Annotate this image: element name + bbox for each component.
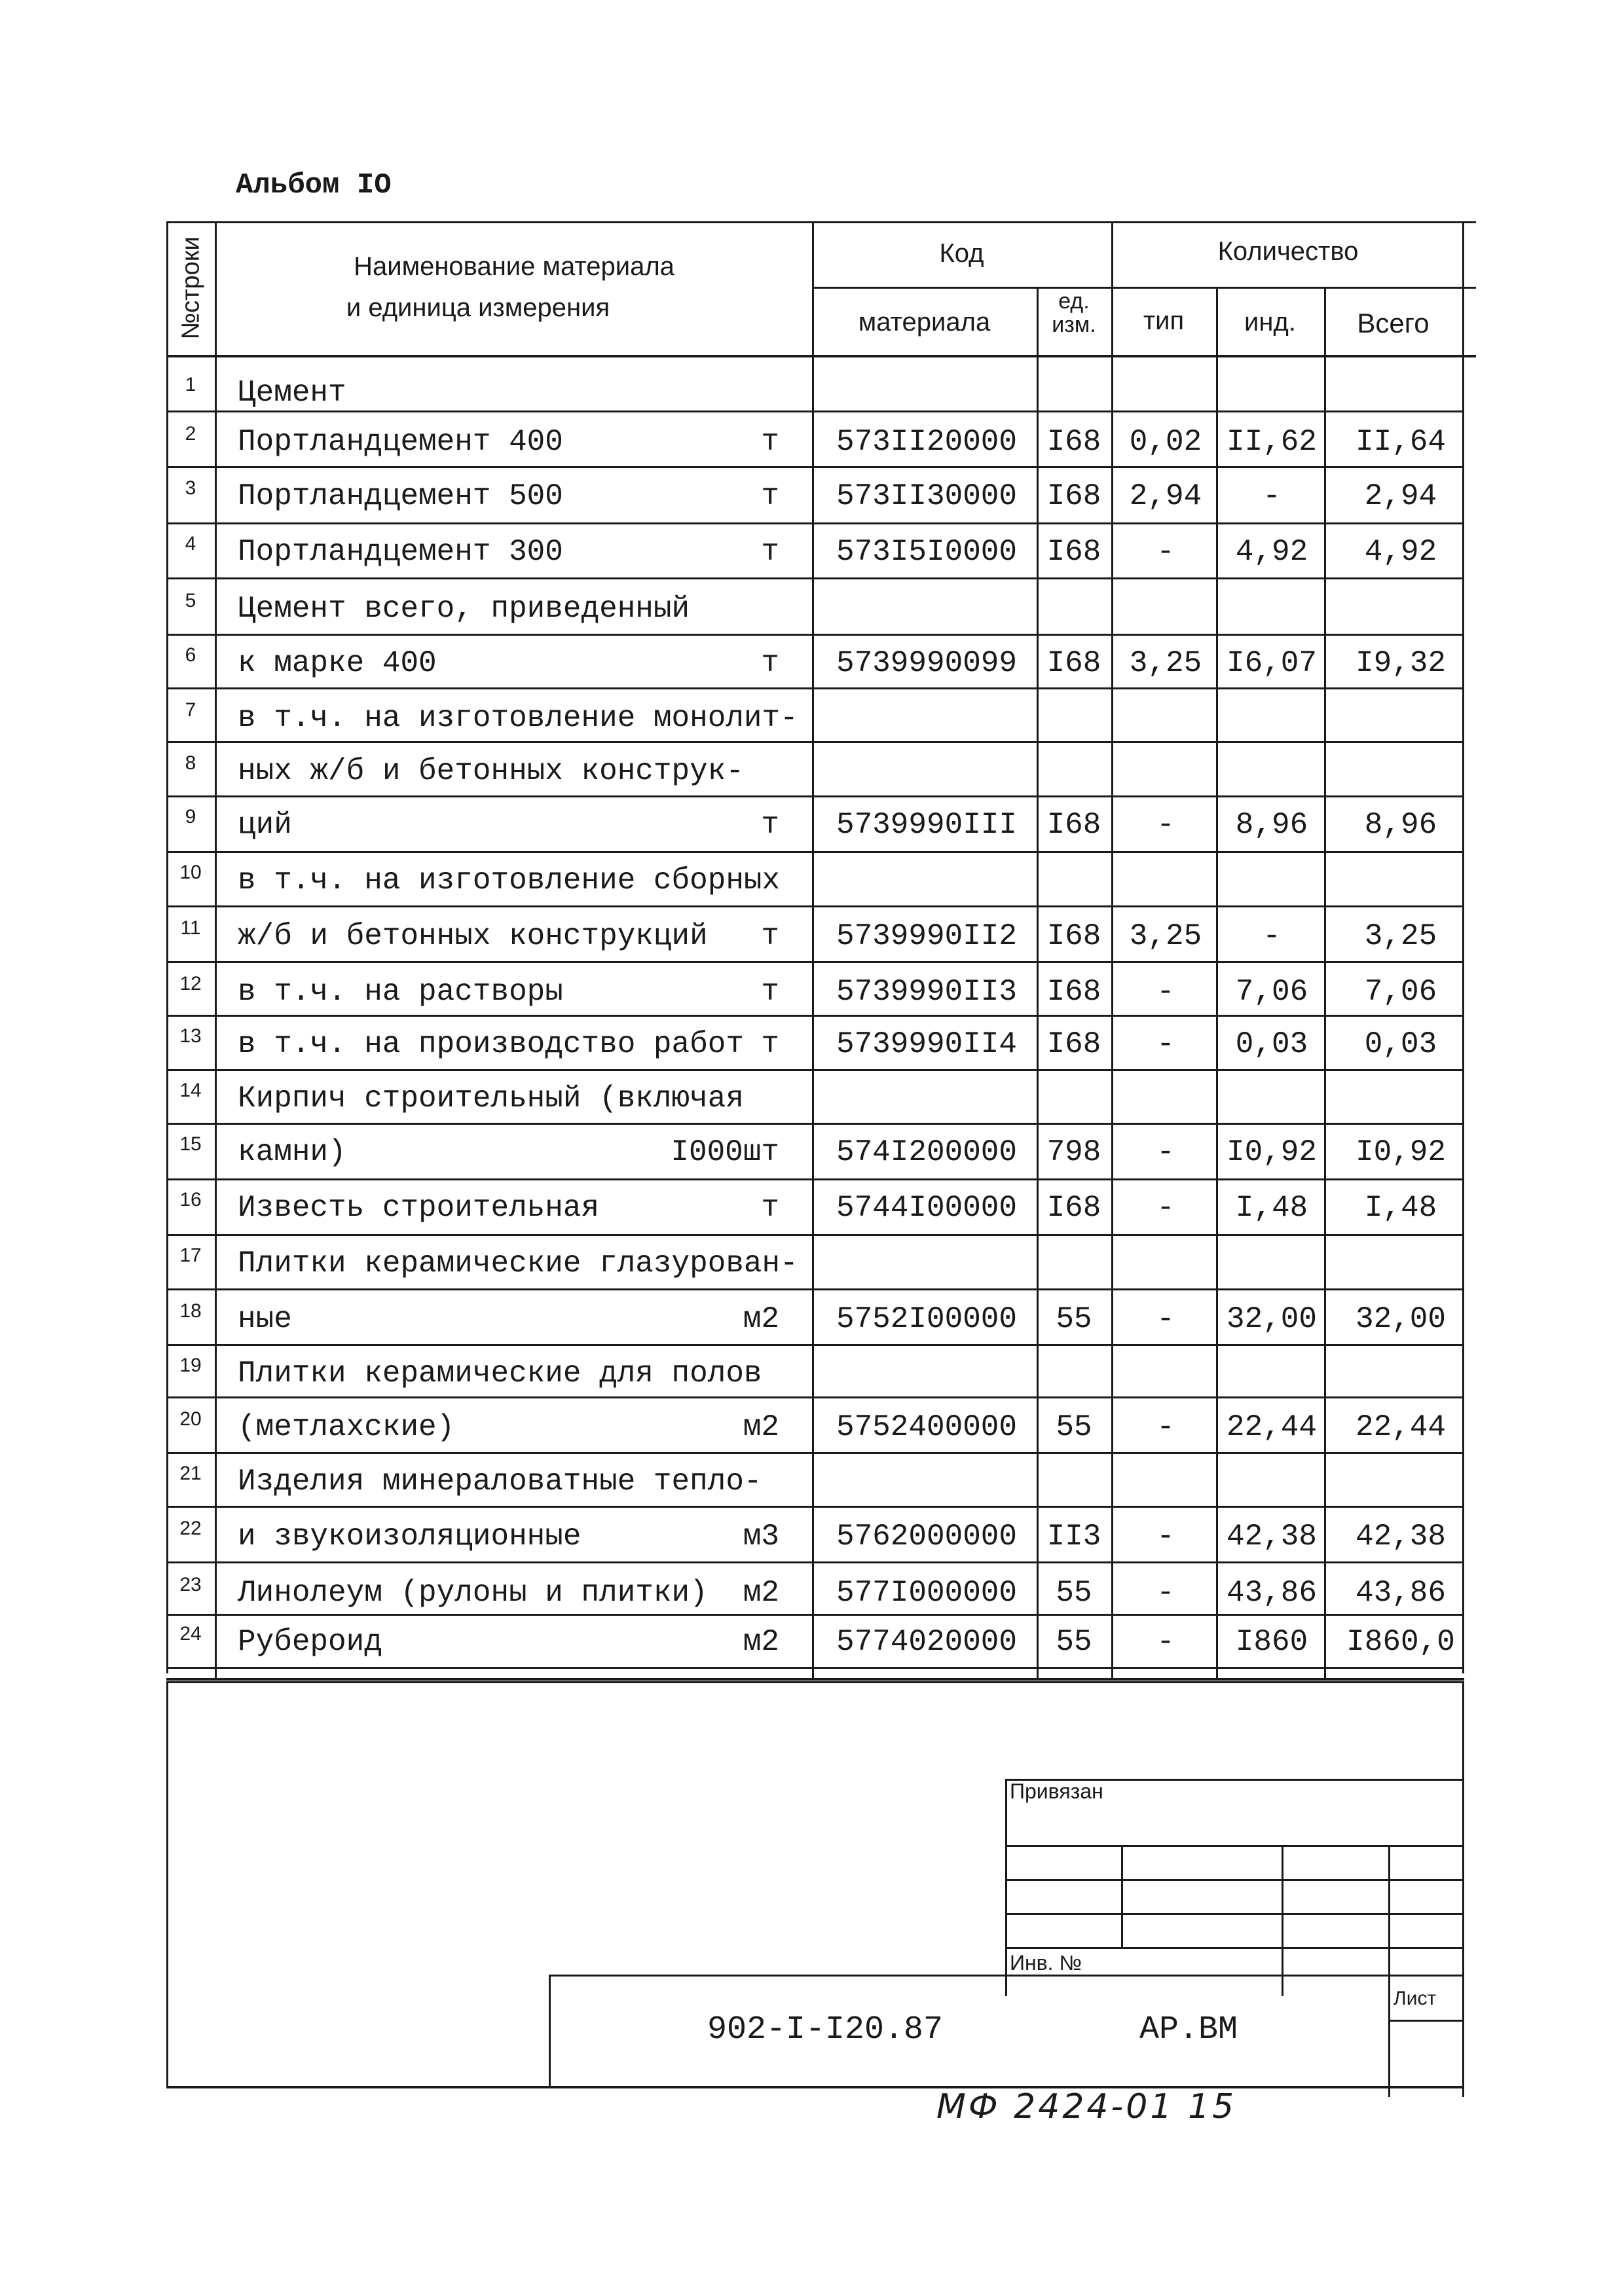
qty-ind: I,48 [1235,1191,1308,1225]
row-divider [166,1234,1464,1236]
material-code: 5752I00000 [836,1302,1018,1336]
row-divider [166,522,1464,524]
row-divider [166,1452,1464,1454]
row-divider [166,795,1464,797]
quantity-header: Количество [1217,237,1359,266]
material-code: 577I000000 [836,1576,1018,1610]
row-number: 5 [185,590,196,611]
material-code: 5739990II2 [836,919,1018,953]
material-name: Кирпич строительный (включая [238,1082,744,1116]
row-number: 17 [179,1245,202,1266]
material-name: Портландцемент 500 [238,479,563,513]
row-number: 23 [179,1574,202,1595]
unit-header: ед. изм. [1052,289,1096,337]
material-name: в т.ч. на изготовление сборных [238,864,781,898]
qty-tip: - [1156,1027,1175,1061]
row-number: 13 [179,1025,202,1047]
qty-tip: 2,94 [1129,479,1202,513]
qty-tip: 3,25 [1129,919,1202,953]
material-name: Портландцемент 300 [238,535,563,569]
material-name: Плитки керамические для полов [238,1357,762,1391]
unit: м2 [743,1302,779,1336]
tip-header: тип [1143,306,1185,335]
row-divider [166,577,1464,579]
material-name: и звукоизоляционные [238,1520,581,1554]
qty-ind: I0,92 [1226,1135,1318,1169]
unit: т [761,1191,779,1225]
row-divider [166,851,1464,853]
row-number: 16 [179,1189,202,1211]
unit-code: 55 [1056,1410,1092,1444]
material-code: 573II20000 [836,425,1018,459]
document-mark: АР.ВМ [1139,2011,1238,2049]
row-number: 21 [179,1463,202,1484]
material-name: Плитки керамические глазурован- [238,1247,798,1281]
unit: I000шт [671,1135,779,1169]
material-code: 5739990099 [836,646,1018,680]
qty-total: 22,44 [1355,1410,1447,1444]
inv-label: Инв. № [1010,1951,1082,1975]
row-divider [166,687,1464,689]
row-divider [166,1667,1464,1669]
qty-tip: - [1156,808,1175,842]
album-title: Альбом IO [236,169,392,202]
material-name: Известь строительная [238,1191,600,1225]
qty-total: 7,06 [1364,975,1437,1009]
row-number: 9 [185,806,196,828]
unit-code: I68 [1046,808,1101,842]
unit-code: I68 [1046,1191,1101,1225]
row-number: 18 [179,1300,202,1322]
unit-code: I68 [1046,646,1101,680]
qty-ind: I6,07 [1226,646,1318,680]
material-name: в т.ч. на производство работ [238,1027,744,1061]
qty-total: I860,0 [1346,1625,1455,1659]
material-name: камни) [238,1135,346,1169]
unit: т [761,975,779,1009]
unit-code: II3 [1046,1520,1101,1554]
row-divider [166,1561,1464,1563]
material-name: ж/б и бетонных конструкций [238,919,708,953]
qty-total: 32,00 [1355,1302,1447,1336]
row-divider [166,466,1464,468]
total-header: Всего [1357,308,1430,338]
qty-ind: - [1263,919,1281,953]
unit: т [761,479,779,513]
qty-ind: 42,38 [1226,1520,1318,1554]
material-name: в т.ч. на изготовление монолит- [238,701,798,735]
material-name: Цемент [238,376,346,410]
material-code: 573II30000 [836,479,1018,513]
unit-code: I68 [1046,425,1101,459]
privyazan-label: Привязан [1010,1779,1103,1803]
row-divider [166,1506,1464,1508]
row-number: 4 [185,533,196,555]
material-code: 573I5I0000 [836,535,1018,569]
code-header: Код [939,239,984,268]
qty-ind: - [1263,479,1281,513]
row-number: 12 [179,973,202,994]
qty-ind: 43,86 [1226,1576,1318,1610]
row-number: 2 [185,423,196,445]
unit-code: 55 [1056,1302,1092,1336]
unit: т [761,425,779,459]
row-number: 22 [179,1518,202,1539]
unit-code: I68 [1046,1027,1101,1061]
material-name: Линолеум (рулоны и плитки) [238,1576,708,1610]
row-divider [166,1396,1464,1398]
row-number: 20 [179,1408,202,1430]
material-name: Цемент всего, приведенный [238,592,690,626]
unit-code: I68 [1046,479,1101,513]
material-code: 574I200000 [836,1135,1018,1169]
row-divider [166,741,1464,743]
unit: м2 [743,1410,779,1444]
qty-ind: 22,44 [1226,1410,1318,1444]
row-number: 19 [179,1355,202,1376]
qty-tip: - [1156,1520,1175,1554]
name-header-line1: Наименование материала [354,252,674,281]
unit: т [761,1027,779,1061]
qty-tip: - [1156,1191,1175,1225]
row-number: 14 [179,1080,202,1101]
name-header-line2: и единица измерения [346,293,610,322]
handwritten-code: МФ 2424-01 15 [936,2087,1237,2126]
row-divider [166,1015,1464,1017]
material-name: ных ж/б и бетонных конструк- [238,754,744,788]
qty-total: 8,96 [1364,808,1437,842]
row-number: 1 [185,374,196,395]
qty-total: 4,92 [1364,535,1437,569]
qty-tip: - [1156,535,1175,569]
row-divider [166,1178,1464,1180]
unit: м3 [743,1520,779,1554]
material-name: (метлахские) [238,1410,455,1444]
qty-tip: 3,25 [1129,646,1202,680]
material-code: 5744I00000 [836,1191,1018,1225]
unit: м2 [743,1576,779,1610]
document-number: 902-I-I20.87 [707,2011,944,2049]
qty-tip: - [1156,1302,1175,1336]
qty-ind: 7,06 [1235,975,1308,1009]
row-divider [166,634,1464,636]
unit-code: 55 [1056,1625,1092,1659]
qty-ind: I860 [1235,1625,1308,1659]
material-code: 5752400000 [836,1410,1018,1444]
unit-code: 55 [1056,1576,1092,1610]
row-number: 3 [185,477,196,499]
material-code: 5762000000 [836,1520,1018,1554]
row-number: 11 [180,917,201,939]
material-code: 5774020000 [836,1625,1018,1659]
qty-total: 0,03 [1364,1027,1437,1061]
row-divider [166,410,1464,412]
unit-code: I68 [1046,919,1101,953]
material-name: ные [238,1302,292,1336]
row-number: 15 [179,1133,202,1155]
qty-tip: - [1156,1625,1175,1659]
row-divider [166,961,1464,963]
material-header: материала [858,308,991,337]
qty-total: I9,32 [1355,646,1447,680]
qty-tip: - [1156,1576,1175,1610]
row-divider [166,1288,1464,1290]
row-divider [166,1614,1464,1616]
qty-tip: - [1156,975,1175,1009]
unit-code: I68 [1046,975,1101,1009]
qty-ind: 8,96 [1235,808,1308,842]
unit: т [761,919,779,953]
qty-tip: 0,02 [1129,425,1202,459]
material-name: ций [238,808,292,842]
row-number: 6 [185,644,196,666]
material-name: в т.ч. на растворы [238,975,563,1009]
material-code: 5739990III [836,808,1018,842]
row-number: 8 [185,752,196,774]
material-name: Рубероид [238,1625,382,1659]
material-name: Изделия минераловатные тепло- [238,1465,762,1499]
qty-total: 2,94 [1364,479,1437,513]
unit: т [761,808,779,842]
qty-total: II,64 [1355,425,1447,459]
qty-ind: 0,03 [1235,1027,1308,1061]
row-divider [166,1344,1464,1346]
qty-total: 42,38 [1355,1520,1447,1554]
material-name: Портландцемент 400 [238,425,563,459]
qty-ind: 4,92 [1235,535,1308,569]
material-code: 5739990II4 [836,1027,1018,1061]
row-divider [166,905,1464,907]
ind-header: инд. [1244,308,1296,337]
row-number: 10 [179,862,202,883]
unit: м2 [743,1625,779,1659]
row-divider [166,1069,1464,1071]
qty-tip: - [1156,1135,1175,1169]
unit: т [761,646,779,680]
row-divider [166,1123,1464,1125]
unit-code: I68 [1046,535,1101,569]
qty-tip: - [1156,1410,1175,1444]
material-name: к марке 400 [238,646,437,680]
unit-code: 798 [1046,1135,1101,1169]
row-number: 24 [179,1623,202,1645]
qty-total: I,48 [1364,1191,1437,1225]
material-code: 5739990II3 [836,975,1018,1009]
qty-total: 3,25 [1364,919,1437,953]
qty-ind: 32,00 [1226,1302,1318,1336]
qty-total: I0,92 [1355,1135,1447,1169]
qty-ind: II,62 [1226,425,1318,459]
unit: т [761,535,779,569]
list-label: Лист [1393,1988,1437,2009]
row-number: 7 [185,699,196,721]
qty-total: 43,86 [1355,1576,1447,1610]
row-number-header: №строки [177,236,205,340]
